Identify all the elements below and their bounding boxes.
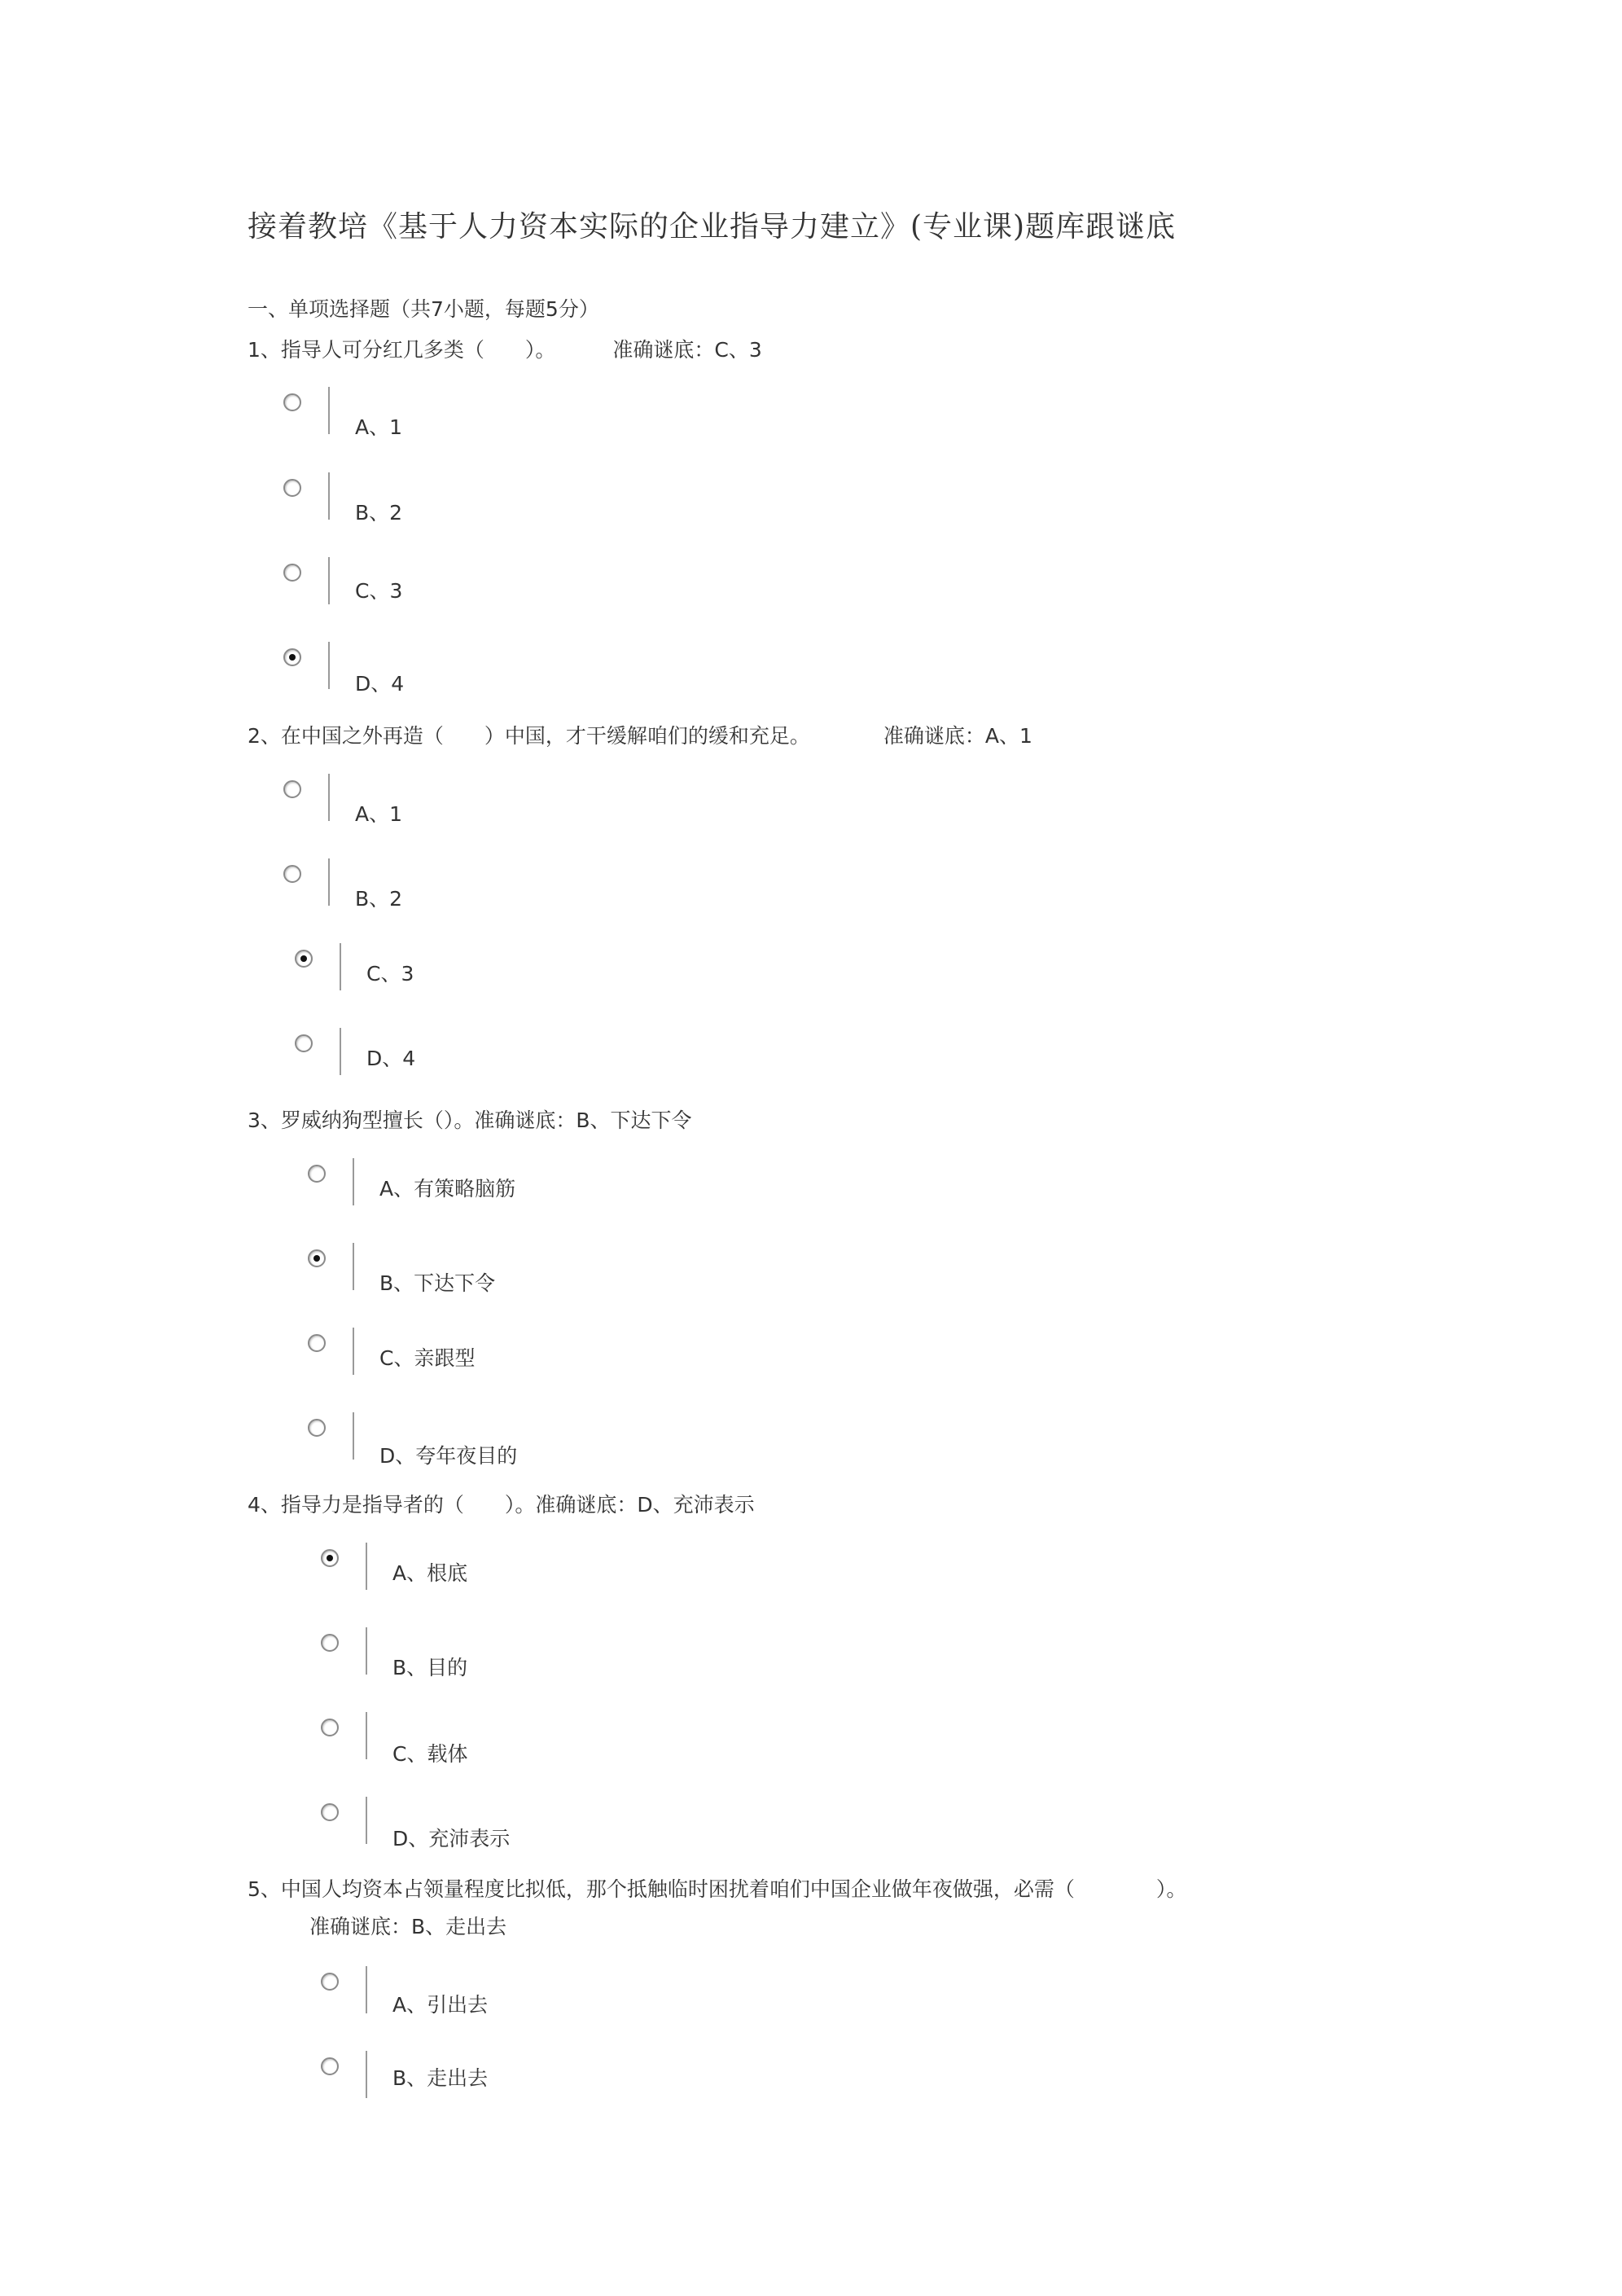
option-divider xyxy=(353,1412,354,1460)
section-header: 一、单项选择题（共7小题，每题5分） xyxy=(248,297,599,321)
answer-text: 准确谜底：A、1 xyxy=(883,724,1032,748)
option-label: C、3 xyxy=(355,579,403,603)
option-label: B、走出去 xyxy=(392,2066,489,2090)
option-divider xyxy=(328,557,330,604)
question-5 xyxy=(248,1873,1186,1903)
option-label: A、根底 xyxy=(392,1561,468,1585)
answer-text: 准确谜底：B、走出去 xyxy=(309,1915,507,1938)
option-divider xyxy=(366,1712,367,1759)
option-divider xyxy=(366,1627,367,1675)
option-divider xyxy=(328,774,330,821)
radio-button[interactable] xyxy=(308,1249,326,1267)
question-text: 1、指导人可分红几多类（ ）。 xyxy=(248,338,556,362)
radio-button[interactable] xyxy=(283,479,301,497)
radio-button[interactable] xyxy=(321,1973,339,1991)
option-divider xyxy=(353,1328,354,1375)
question-4 xyxy=(248,1489,755,1518)
option-label: C、亲跟型 xyxy=(379,1346,476,1370)
option-label: D、夸年夜目的 xyxy=(379,1444,518,1468)
option-divider xyxy=(366,1966,367,2013)
question-2 xyxy=(248,720,1032,749)
option-label: A、引出去 xyxy=(392,1993,489,2017)
option-label: D、充沛表示 xyxy=(392,1827,511,1850)
option-label: A、1 xyxy=(355,415,403,439)
option-divider xyxy=(366,1797,367,1844)
radio-button[interactable] xyxy=(321,2057,339,2075)
option-divider xyxy=(328,642,330,689)
radio-button[interactable] xyxy=(321,1719,339,1736)
option-label: A、1 xyxy=(355,802,403,826)
question-text: 2、在中国之外再造（ ）中国，才干缓解咱们的缓和充足。 xyxy=(248,724,810,748)
question-text: 4、指导力是指导者的（ ）。准确谜底：D、充沛表示 xyxy=(248,1493,755,1517)
radio-button[interactable] xyxy=(283,393,301,411)
option-label: D、4 xyxy=(355,672,405,696)
radio-button[interactable] xyxy=(295,1034,313,1052)
option-label: C、载体 xyxy=(392,1742,468,1766)
question-text: 5、中国人均资本占领量程度比拟低，那个抵触临时困扰着咱们中国企业做年夜做强，必需（ ）。 xyxy=(248,1877,1187,1901)
question-3 xyxy=(248,1104,692,1134)
option-label: B、2 xyxy=(355,887,403,911)
radio-button[interactable] xyxy=(321,1549,339,1567)
page-title: 接着教培《基于人力资本实际的企业指导力建立》(专业课)题库跟谜底 xyxy=(248,210,1177,244)
option-divider xyxy=(340,943,341,990)
radio-button[interactable] xyxy=(283,865,301,883)
radio-button[interactable] xyxy=(283,780,301,798)
radio-button[interactable] xyxy=(321,1634,339,1652)
option-label: B、2 xyxy=(355,501,403,525)
option-divider xyxy=(328,472,330,520)
question-1 xyxy=(248,334,762,363)
option-divider xyxy=(366,2051,367,2098)
question-text: 3、罗威纳狗型擅长（）。准确谜底：B、下达下令 xyxy=(248,1108,692,1132)
option-divider xyxy=(328,387,330,434)
option-label: D、4 xyxy=(366,1047,416,1070)
radio-button[interactable] xyxy=(308,1165,326,1183)
radio-button[interactable] xyxy=(308,1334,326,1352)
radio-button[interactable] xyxy=(295,950,313,968)
radio-button[interactable] xyxy=(308,1419,326,1437)
radio-button[interactable] xyxy=(283,648,301,666)
option-label: B、下达下令 xyxy=(379,1271,496,1295)
answer-text: 准确谜底：C、3 xyxy=(612,338,762,362)
option-label: A、有策略脑筋 xyxy=(379,1177,516,1201)
option-divider xyxy=(353,1158,354,1205)
option-label: C、3 xyxy=(366,962,414,986)
option-label: B、目的 xyxy=(392,1656,468,1679)
radio-button[interactable] xyxy=(321,1803,339,1821)
radio-button[interactable] xyxy=(283,564,301,582)
option-divider xyxy=(366,1543,367,1590)
option-divider xyxy=(353,1243,354,1290)
option-divider xyxy=(340,1028,341,1075)
option-divider xyxy=(328,858,330,906)
